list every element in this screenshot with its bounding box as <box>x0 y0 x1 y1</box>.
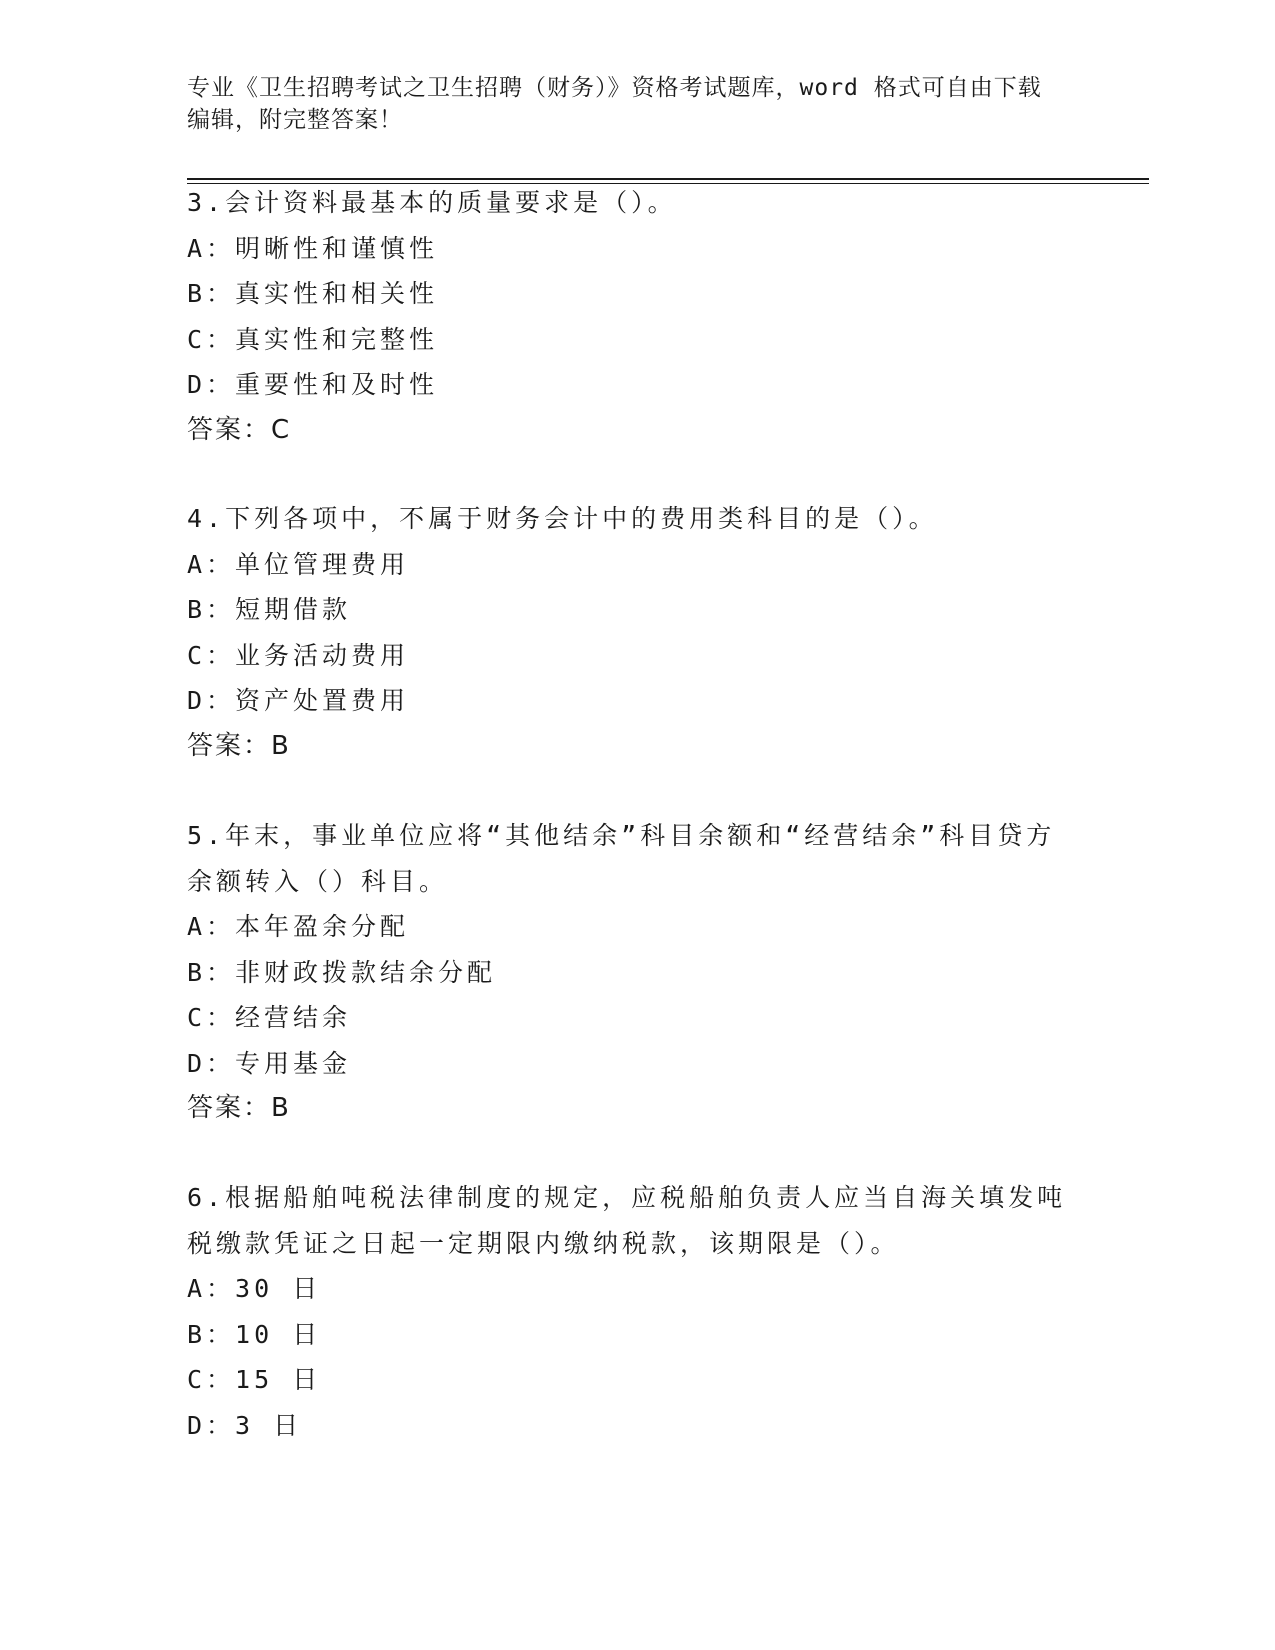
header-line-2: 编辑，附完整答案！ <box>187 107 403 133</box>
option-a: A：明晰性和谨慎性 <box>187 233 439 263</box>
question-4 <box>187 496 1067 769</box>
option-b: B：短期借款 <box>187 595 352 624</box>
answer-label: 答案：C <box>187 414 292 445</box>
answer-label: 答案：B <box>187 730 291 761</box>
question-stem: 4.下列各项中，不属于财务会计中的费用类科目的是（）。 <box>187 504 938 533</box>
option-c: C：经营结余 <box>187 1003 352 1032</box>
option-c: C：15 日 <box>187 1365 322 1394</box>
option-b: B：10 日 <box>187 1319 322 1349</box>
header-line-1: 专业《卫生招聘考试之卫生招聘（财务）》资格考试题库，word 格式可自由下载 <box>187 75 1042 101</box>
answer-label: 答案：B <box>187 1093 291 1123</box>
option-a: A：单位管理费用 <box>187 549 410 579</box>
question-stem: 6.根据船舶吨税法律制度的规定，应税船舶负责人应当自海关填发吨税缴款凭证之日起一定期限内缴纳税款，该期限是（）。 <box>187 1183 1067 1258</box>
question-6 <box>187 1175 1067 1448</box>
question-stem: 3.会计资料最基本的质量要求是（）。 <box>187 188 677 217</box>
question-stem: 5.年末，事业单位应将“其他结余”科目余额和“经营结余”科目贷方余额转入（）科目。 <box>187 821 1056 896</box>
document-header <box>187 72 1087 136</box>
option-d: D：专用基金 <box>187 1048 352 1078</box>
option-c: C：业务活动费用 <box>187 640 410 670</box>
option-a: A：本年盈余分配 <box>187 912 410 941</box>
question-3 <box>187 180 1067 453</box>
option-a: A：30 日 <box>187 1274 322 1303</box>
option-c: C：真实性和完整性 <box>187 324 439 354</box>
question-5 <box>187 813 1067 1132</box>
option-b: B：非财政拨款结余分配 <box>187 957 497 987</box>
option-d: D：资产处置费用 <box>187 686 410 715</box>
option-d: D：3 日 <box>187 1410 303 1440</box>
option-d: D：重要性和及时性 <box>187 370 439 399</box>
option-b: B：真实性和相关性 <box>187 279 439 308</box>
